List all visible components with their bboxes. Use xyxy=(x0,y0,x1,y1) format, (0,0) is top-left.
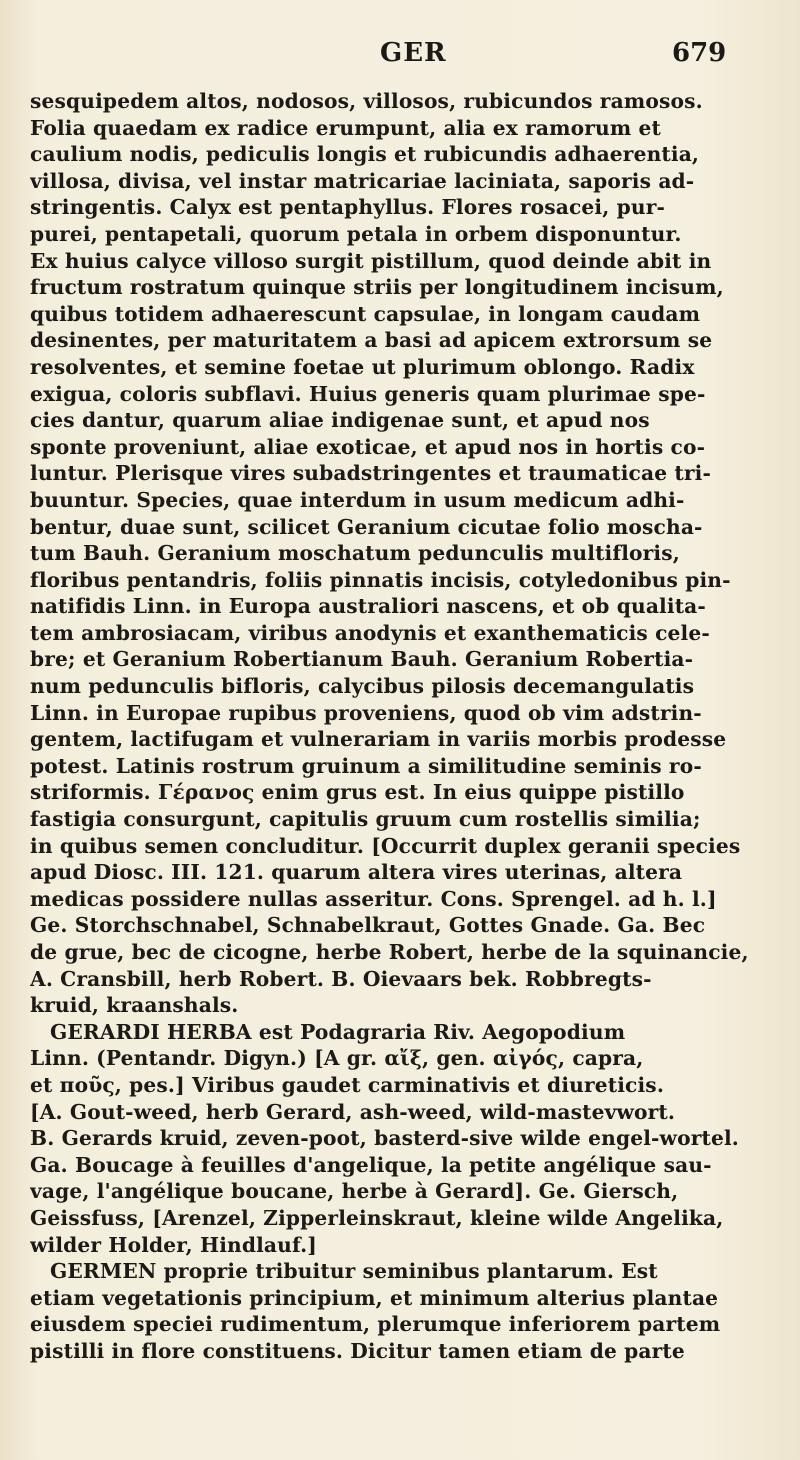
text-line: quibus totidem adhaerescunt capsulae, in longam caudam xyxy=(30,301,701,326)
text-line: [A. Gout-weed, herb Gerard, ash-weed, wild-mastevwort. xyxy=(30,1099,676,1124)
text-line: buuntur. Species, quae interdum in usum medicum adhi- xyxy=(30,487,685,512)
running-head: GER xyxy=(380,38,447,68)
text-line: et ποῦς, pes.] Viribus gaudet carminativis et diureticis. xyxy=(30,1072,664,1097)
text-line: caulium nodis, pediculis longis et rubicundis adhaerentia, xyxy=(30,142,700,167)
text-line: purei, pentapetali, quorum petala in orbem disponuntur. xyxy=(30,221,682,246)
text-line: natifidis Linn. in Europa australiori nascens, et ob qualita- xyxy=(30,594,706,619)
text-line: Ge. Storchschnabel, Schnabelkraut, Gottes Gnade. Ga. Bec xyxy=(30,913,706,938)
text-line: sponte proveniunt, aliae exoticae, et apud nos in hortis co- xyxy=(30,434,706,459)
text-line: vage, l'angélique boucane, herbe à Gerard]. Ge. Giersch, xyxy=(30,1179,679,1204)
text-line: villosa, divisa, vel instar matricariae laciniata, saporis ad- xyxy=(30,168,695,193)
text-line: eiusdem speciei rudimentum, plerumque inferiorem partem xyxy=(30,1312,721,1337)
text-line: in quibus semen concluditur. [Occurrit duplex geranii species xyxy=(30,833,741,858)
text-line: luntur. Plerisque vires subadstringentes et traumaticae tri- xyxy=(30,461,711,486)
text-line: sesquipedem altos, nodosos, villosos, rubicundos ramosos. xyxy=(30,89,703,113)
text-line: wilder Holder, Hindlauf.] xyxy=(30,1232,317,1257)
text-line: Ex huius calyce villoso surgit pistillum, quod deinde abit in xyxy=(30,248,712,273)
text-line: tem ambrosiacam, viribus anodynis et exanthematicis cele- xyxy=(30,620,710,645)
text-line: desinentes, per maturitatem a basi ad apicem extrorsum se xyxy=(30,328,713,353)
text-line: fructum rostratum quinque striis per longitudinem incisum, xyxy=(30,275,724,300)
text-line: bentur, duae sunt, scilicet Geranium cicutae folio moscha- xyxy=(30,514,703,539)
text-line: gentem, lactifugam et vulnerariam in variis morbis prodesse xyxy=(30,727,727,752)
text-line: tum Bauh. Geranium moschatum pedunculis multifloris, xyxy=(30,541,680,566)
text-line: pistilli in flore constituens. Dicitur tamen etiam de parte xyxy=(30,1338,685,1363)
text-line: bre; et Geranium Robertianum Bauh. Geranium Robertia- xyxy=(30,647,694,672)
text-line: Folia quaedam ex radice erumpunt, alia ex ramorum et xyxy=(30,115,662,140)
text-line: fastigia consurgunt, capitulis gruum cum rostellis similia; xyxy=(30,807,701,832)
body-text xyxy=(30,88,770,1365)
text-line: A. Cransbill, herb Robert. B. Oievaars bek. Robbregts- xyxy=(30,966,652,991)
text-line: num pedunculis bifloris, calycibus pilosis decemangulatis xyxy=(30,674,695,699)
text-line: B. Gerards kruid, zeven-poot, basterd-sive wilde engel-wortel. xyxy=(30,1126,739,1151)
text-line: floribus pentandris, foliis pinnatis incisis, cotyledonibus pin- xyxy=(30,567,731,592)
text-line: etiam vegetationis principium, et minimum alterius plantae xyxy=(30,1285,719,1310)
text-line: Ga. Boucage à feuilles d'angelique, la petite angélique sau- xyxy=(30,1152,712,1177)
text-line: apud Diosc. III. 121. quarum altera vires uterinas, altera xyxy=(30,860,683,885)
text-line: exigua, coloris subflavi. Huius generis quam plurimae spe- xyxy=(30,381,706,406)
text-line: GERARDI HERBA est Podagraria Riv. Aegopodium xyxy=(50,1019,626,1044)
text-line: Linn. (Pentandr. Digyn.) [A gr. αἴξ, gen. αἰγός, capra, xyxy=(30,1046,644,1071)
text-line: medicas possidere nullas asseritur. Cons. Sprengel. ad h. l.] xyxy=(30,886,717,911)
text-line: cies dantur, quarum aliae indigenae sunt, et apud nos xyxy=(30,408,650,433)
page-number: 679 xyxy=(672,38,727,68)
text-line: potest. Latinis rostrum gruinum a similitudine seminis ro- xyxy=(30,753,702,778)
text-line: kruid, kraanshals. xyxy=(30,993,239,1018)
text-line: resolventes, et semine foetae ut plurimum oblongo. Radix xyxy=(30,354,695,379)
text-line: Linn. in Europae rupibus proveniens, quod ob vim adstrin- xyxy=(30,700,702,725)
text-line: stringentis. Calyx est pentaphyllus. Flores rosacei, pur- xyxy=(30,195,666,220)
text-line: Geissfuss, [Arenzel, Zipperleinskraut, kleine wilde Angelika, xyxy=(30,1205,724,1230)
text-line: GERMEN proprie tribuitur seminibus plantarum. Est xyxy=(50,1259,658,1284)
text-line: de grue, bec de cicogne, herbe Robert, herbe de la squinancie, xyxy=(30,940,749,964)
text-line: striformis. Γέρανος enim grus est. In eius quippe pistillo xyxy=(30,780,685,805)
page-header xyxy=(0,38,800,78)
